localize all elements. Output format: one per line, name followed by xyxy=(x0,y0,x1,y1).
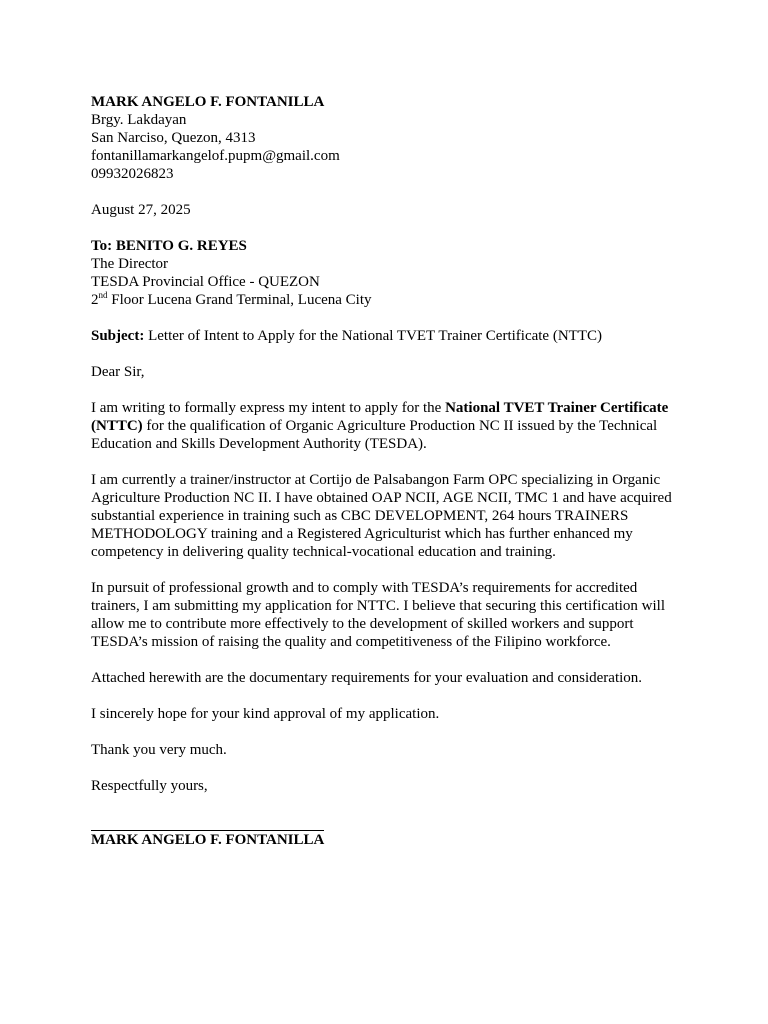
sender-email: fontanillamarkangelof.pupm@gmail.com xyxy=(91,148,340,164)
letter-date: August 27, 2025 xyxy=(91,202,191,218)
signature-line xyxy=(91,813,324,831)
body-paragraph-4: Attached herewith are the documentary requirements for your evaluation and consideration. xyxy=(91,670,643,686)
floor-number: 2 xyxy=(91,292,99,308)
sender-address-line2: San Narciso, Quezon, 4313 xyxy=(91,130,256,146)
recipient-office: TESDA Provincial Office - QUEZON xyxy=(91,274,320,290)
body-paragraph-5: I sincerely hope for your kind approval of my application. xyxy=(91,706,440,722)
paragraph1-bold: National TVET Trainer Certificate (NTTC) xyxy=(91,400,669,434)
subject-label: Subject: xyxy=(91,328,145,344)
recipient-name: To: BENITO G. REYES xyxy=(91,238,247,254)
body-paragraph-3: In pursuit of professional growth and to comply with TESDA’s requirements for accredited trainers, I am submitting my application for NTTC. I believe that securing this certification will allow me to contribute more effectively to the development of skilled workers and support TESDA’s mission of raising the quality and competitiveness of the Filipino workforce. xyxy=(91,580,666,650)
paragraph1-tail: for the qualification of Organic Agriculture Production NC II issued by the Technical Education and Skills Development Authority (TESDA). xyxy=(91,418,658,452)
subject-line xyxy=(91,327,681,345)
sender-block xyxy=(91,93,681,183)
body-paragraph-6: Thank you very much. xyxy=(91,742,227,758)
signature-name: MARK ANGELO F. FONTANILLA xyxy=(91,832,325,848)
closing: Respectfully yours, xyxy=(91,778,208,794)
recipient-address xyxy=(91,291,681,309)
body-paragraph-2: I am currently a trainer/instructor at Cortijo de Palsabangon Farm OPC specializing in Organic Agriculture Production NC II. I have obtained OAP NCII, AGE NCII, TMC 1 and have acquired substantial experience in training such as CBC DEVELOPMENT, 264 hours TRAINERS METHODOLOGY training and a Registered Agriculturist which has further enhanced my competency in delivering quality technical-vocational education and training. xyxy=(91,472,672,560)
sender-name: MARK ANGELO F. FONTANILLA xyxy=(91,94,325,110)
recipient-title: The Director xyxy=(91,256,169,272)
sender-address-line1: Brgy. Lakdayan xyxy=(91,112,187,128)
floor-rest: Floor Lucena Grand Terminal, Lucena City xyxy=(107,292,372,308)
paragraph1-lead: I am writing to formally express my intent to apply for the xyxy=(91,400,446,416)
body-paragraph-1 xyxy=(91,399,681,453)
salutation: Dear Sir, xyxy=(91,364,145,380)
recipient-block xyxy=(91,237,681,309)
letter-page xyxy=(91,93,681,849)
floor-suffix: nd xyxy=(98,290,108,300)
sender-phone: 09932026823 xyxy=(91,166,174,182)
subject-text: Letter of Intent to Apply for the National TVET Trainer Certificate (NTTC) xyxy=(144,328,602,344)
